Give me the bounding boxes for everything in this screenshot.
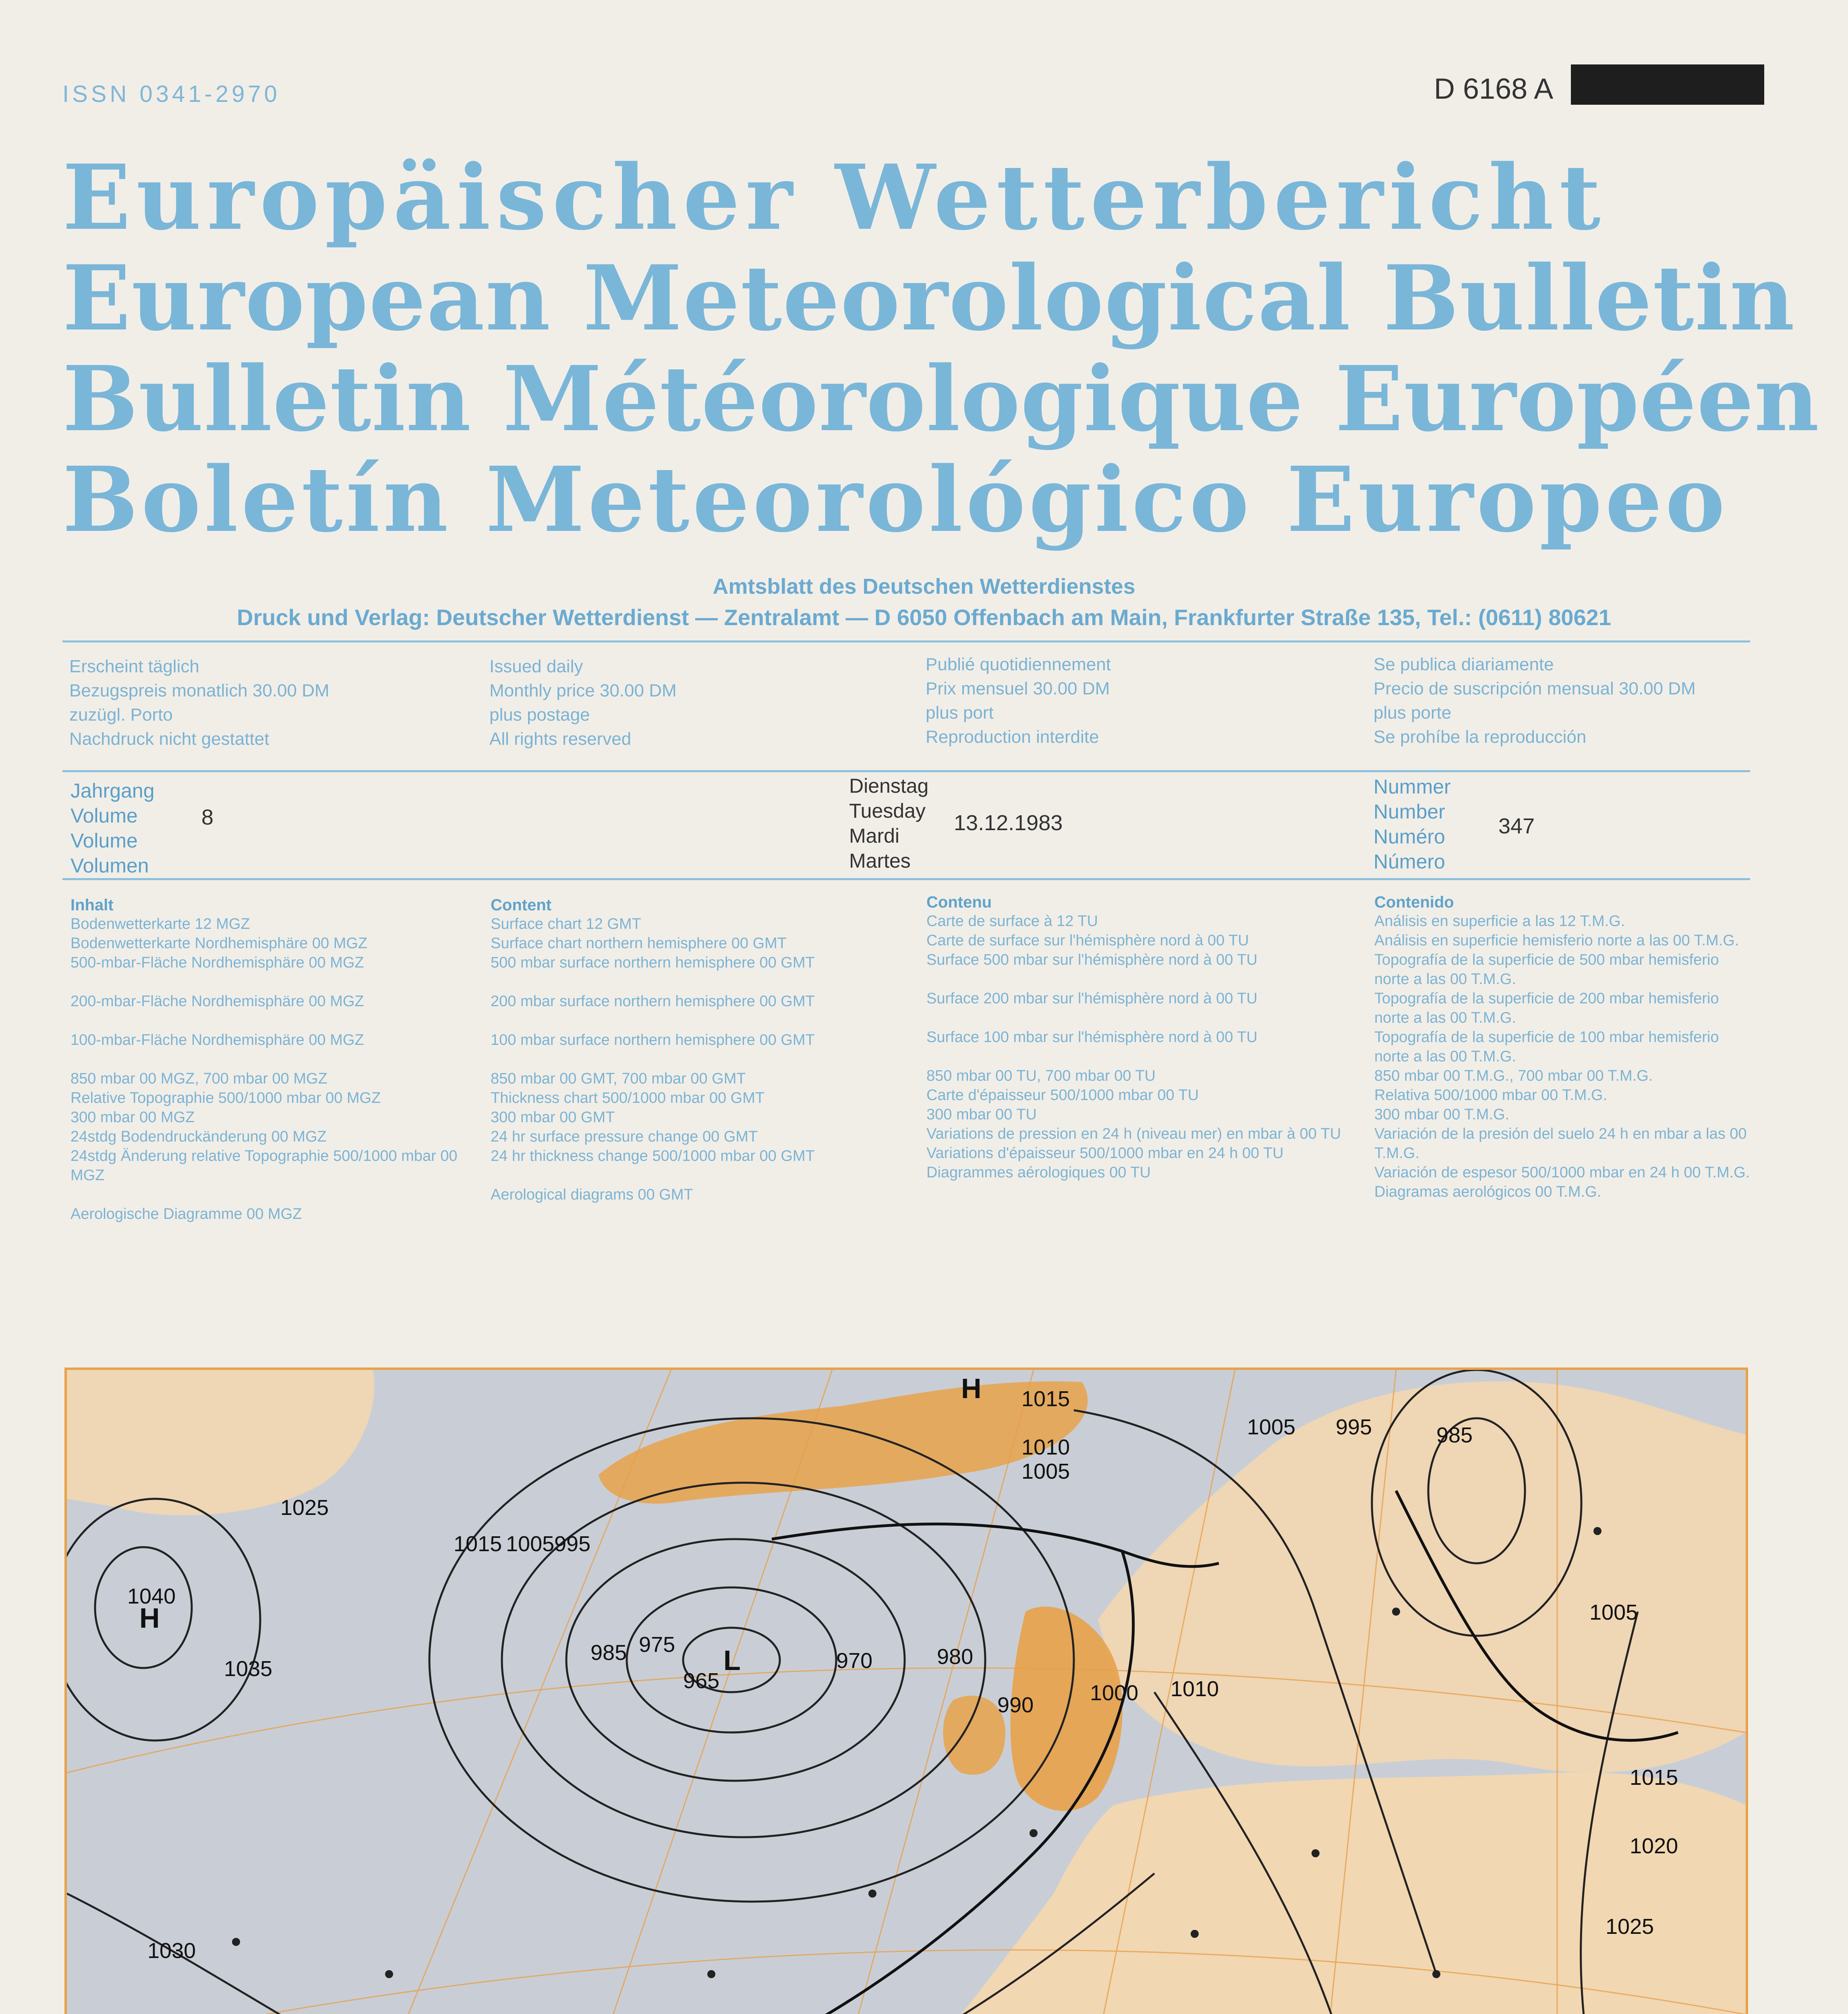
isobar-label: 1015 [1630,1765,1678,1790]
title-french: Bulletin Météorologique Européen [62,347,1820,452]
contents-item: Topografía de la superficie de 500 mbar hemisferio norte a las 00 T.M.G. [1374,951,1719,988]
contents-item: Surface chart 12 GMT [491,916,641,932]
contents-item: 24 hr thickness change 500/1000 mbar 00 GMT [491,1148,815,1164]
weekday-labels [849,773,928,873]
issue-number: 347 [1498,814,1535,838]
isobar-label: 1020 [1630,1834,1678,1858]
station-dot [1432,1970,1440,1978]
high-center-label: H [961,1373,982,1404]
contents-item: 200 mbar surface northern hemisphere 00 GMT [491,993,815,1010]
isobar-label: 1005 [1589,1600,1638,1624]
publication-code: D 6168 A [1434,73,1554,105]
isobar-label: 990 [997,1693,1034,1717]
station-dot [1191,1930,1199,1938]
isobar-label: 1040 [127,1584,176,1608]
contents-item: Análisis en superficie a las 12 T.M.G. [1374,913,1625,930]
isobar-label: 995 [554,1532,591,1556]
contents-item: 500-mbar-Fläche Nordhemisphäre 00 MGZ [70,954,364,971]
isobar-label: 1015 [454,1532,502,1556]
land-continent [770,1772,1746,2014]
contents-item: 24stdg Bodendruckänderung 00 MGZ [70,1128,327,1145]
pricing-fr-line: plus port [926,703,994,723]
number-label: Número [1374,850,1445,873]
contents-heading: Content [491,896,552,914]
divider [62,640,1750,642]
isobar-label: 1015 [1021,1387,1070,1411]
contents-item: Surface chart northern hemisphere 00 GMT [491,935,787,952]
pricing-de-line: Bezugspreis monatlich 30.00 DM [69,681,329,700]
isobar-label: 1010 [1021,1435,1070,1459]
volume-value: 8 [201,805,214,829]
contents-item: 100 mbar surface northern hemisphere 00 GMT [491,1032,815,1048]
contents-item: 850 mbar 00 GMT, 700 mbar 00 GMT [491,1070,746,1087]
contents-item: Análisis en superficie hemisferio norte a las 00 T.M.G. [1374,932,1739,949]
contents-item: 500 mbar surface northern hemisphere 00 GMT [491,954,815,971]
contents-fr [926,893,1361,1182]
volume-label: Volumen [70,854,149,877]
isobar-label: 1000 [1090,1681,1139,1705]
pricing-fr-line: Prix mensuel 30.00 DM [926,679,1110,698]
isobar-label: 1005 [1021,1459,1070,1484]
land-ireland [943,1696,1005,1775]
title-english: European Meteorological Bulletin [62,246,1796,351]
contents-heading: Contenido [1374,893,1454,911]
station-dot [1392,1608,1400,1616]
contents-item: Variación de espesor 500/1000 mbar en 24 h 00 T.M.G. [1374,1164,1750,1181]
isobar-label: 985 [590,1641,627,1665]
isobar-label: 1025 [1606,1915,1654,1939]
contents-de [70,896,473,1224]
contents-item: Aerologische Diagramme 00 MGZ [70,1206,302,1222]
weekday-label: Martes [849,850,911,872]
divider [62,770,1750,772]
contents-item: 24 hr surface pressure change 00 GMT [491,1128,758,1145]
contents-heading: Inhalt [70,896,114,914]
pricing-de-line: Erscheint täglich [69,657,199,676]
isobar-label: 1035 [224,1657,273,1681]
station-dot [868,1890,876,1898]
isobar-label: 975 [639,1633,675,1657]
contents-item: 300 mbar 00 TU [926,1106,1037,1123]
contents-item: Variations de pression en 24 h (niveau mer) en mbar à 00 TU [926,1125,1341,1142]
isobar-label: 1005 [1247,1415,1296,1439]
number-label: Numéro [1374,825,1445,848]
isobar-label: 1010 [1171,1677,1219,1701]
weekday-label: Tuesday [849,800,926,822]
contents-en [491,896,893,1204]
contents-item: Topografía de la superficie de 200 mbar hemisferio norte a las 00 T.M.G. [1374,990,1719,1026]
pricing-es-line: Se prohíbe la reproducción [1374,727,1587,747]
pricing-fr-line: Reproduction interdite [926,727,1099,747]
contents-item: Variations d'épaisseur 500/1000 mbar en 24 h 00 TU [926,1145,1284,1162]
pricing-es [1374,653,1776,749]
contents-item: Surface 100 mbar sur l'hémisphère nord à 00 TU [926,1029,1258,1046]
isobar-label: 1025 [280,1496,329,1520]
weather-map-svg [67,1370,1746,2014]
contents-es [1374,893,1753,1202]
title-spanish: Boletín Meteorológico Europeo [62,448,1728,552]
isobar-label: 980 [937,1645,974,1669]
warm-front [772,1524,1219,1567]
number-label: Nummer [1374,775,1451,798]
volume-labels [70,778,155,878]
station-dot [1030,1829,1038,1837]
isobar-label: 1005 [506,1532,555,1556]
contents-item: 300 mbar 00 T.M.G. [1374,1106,1510,1123]
isobar-label: 995 [1336,1415,1372,1439]
land-masses [67,1370,1746,2014]
volume-label: Jahrgang [70,779,155,802]
contents-item: 850 mbar 00 MGZ, 700 mbar 00 MGZ [70,1070,327,1087]
contents-item: Relative Topographie 500/1000 mbar 00 MGZ [70,1090,381,1106]
issn-label: ISSN 0341-2970 [62,81,280,107]
issue-date: 13.12.1983 [954,811,1063,835]
contents-item: Surface 500 mbar sur l'hémisphère nord à 00 TU [926,951,1258,968]
contents-item: Carte d'épaisseur 500/1000 mbar 00 TU [926,1087,1199,1104]
contents-item: Aerological diagrams 00 GMT [491,1186,693,1203]
contents-item: Carte de surface sur l'hémisphère nord à 00 TU [926,932,1249,949]
contents-item: Thickness chart 500/1000 mbar 00 GMT [491,1090,765,1106]
isobar-label: 985 [1436,1423,1473,1447]
pricing-en-line: Issued daily [489,657,583,676]
contents-item: 850 mbar 00 TU, 700 mbar 00 TU [926,1067,1156,1084]
station-dot [1311,1849,1320,1857]
number-labels [1374,774,1451,874]
contents-item: Diagrammes aérologiques 00 TU [926,1164,1151,1181]
contents-item: Diagramas aerológicos 00 T.M.G. [1374,1183,1601,1200]
land-greenland [67,1370,374,1515]
contents-item: Surface 200 mbar sur l'hémisphère nord à 00 TU [926,990,1258,1007]
station-dot [707,1970,715,1978]
pricing-es-line: Se publica diariamente [1374,655,1554,674]
number-label: Number [1374,800,1445,823]
isobar-label: 965 [683,1669,720,1693]
pricing-es-line: plus porte [1374,703,1452,723]
pricing-es-line: Precio de suscripción mensual 30.00 DM [1374,679,1696,698]
contents-item: 300 mbar 00 MGZ [70,1109,195,1126]
amtsblatt-line: Amtsblatt des Deutschen Wetterdienstes [713,574,1135,599]
publisher-line: Druck und Verlag: Deutscher Wetterdienst — Zentralamt — D 6050 Offenbach am Main, Frankfurter Straße 135, Tel.: (0611) 80621 [237,605,1611,630]
contents-item: 200-mbar-Fläche Nordhemisphäre 00 MGZ [70,993,364,1010]
surface-weather-map [64,1368,1748,2014]
high-center-label: H [139,1602,160,1634]
pricing-en [489,655,892,751]
weekday-label: Mardi [849,825,900,847]
pricing-en-line: All rights reserved [489,729,632,749]
contents-item: Topografía de la superficie de 100 mbar hemisferio norte a las 00 T.M.G. [1374,1029,1719,1065]
cold-front [67,1551,1133,2014]
volume-label: Volume [70,804,138,827]
station-dot [1593,1527,1601,1535]
pricing-en-line: Monthly price 30.00 DM [489,681,677,700]
isobar-label: 1030 [147,1939,196,1963]
pricing-de-line: Nachdruck nicht gestattet [69,729,269,749]
divider [62,878,1750,880]
contents-item: Variación de la presión del suelo 24 h en mbar a las 00 T.M.G. [1374,1125,1747,1162]
contents-item: 850 mbar 00 T.M.G., 700 mbar 00 T.M.G. [1374,1067,1653,1084]
contents-item: Carte de surface à 12 TU [926,913,1098,930]
low-center-label: L [723,1645,741,1676]
weekday-label: Dienstag [849,775,929,797]
station-dot [232,1938,240,1946]
contents-item: Relativa 500/1000 mbar 00 T.M.G. [1374,1087,1608,1104]
contents-item: 24stdg Änderung relative Topographie 500/1000 mbar 00 MGZ [70,1148,458,1184]
station-dot [385,1970,393,1978]
contents-item: Bodenwetterkarte 12 MGZ [70,916,250,932]
contents-item: Bodenwetterkarte Nordhemisphäre 00 MGZ [70,935,368,952]
pricing-de-line: zuzügl. Porto [69,705,173,725]
volume-label: Volume [70,829,138,852]
contents-item: 300 mbar 00 GMT [491,1109,615,1126]
land-scandinavia [1098,1382,1746,1773]
pricing-de [69,655,472,751]
isobar-label: 970 [836,1649,873,1673]
contents-item: 100-mbar-Fläche Nordhemisphäre 00 MGZ [70,1032,364,1048]
isobar [67,1894,1074,2014]
pricing-en-line: plus postage [489,705,590,725]
pricing-fr [926,653,1328,749]
redaction-bar [1571,64,1764,105]
title-german: Europäischer Wetterbericht [62,145,1606,250]
contents-heading: Contenu [926,893,992,911]
pricing-fr-line: Publié quotidiennement [926,655,1111,674]
